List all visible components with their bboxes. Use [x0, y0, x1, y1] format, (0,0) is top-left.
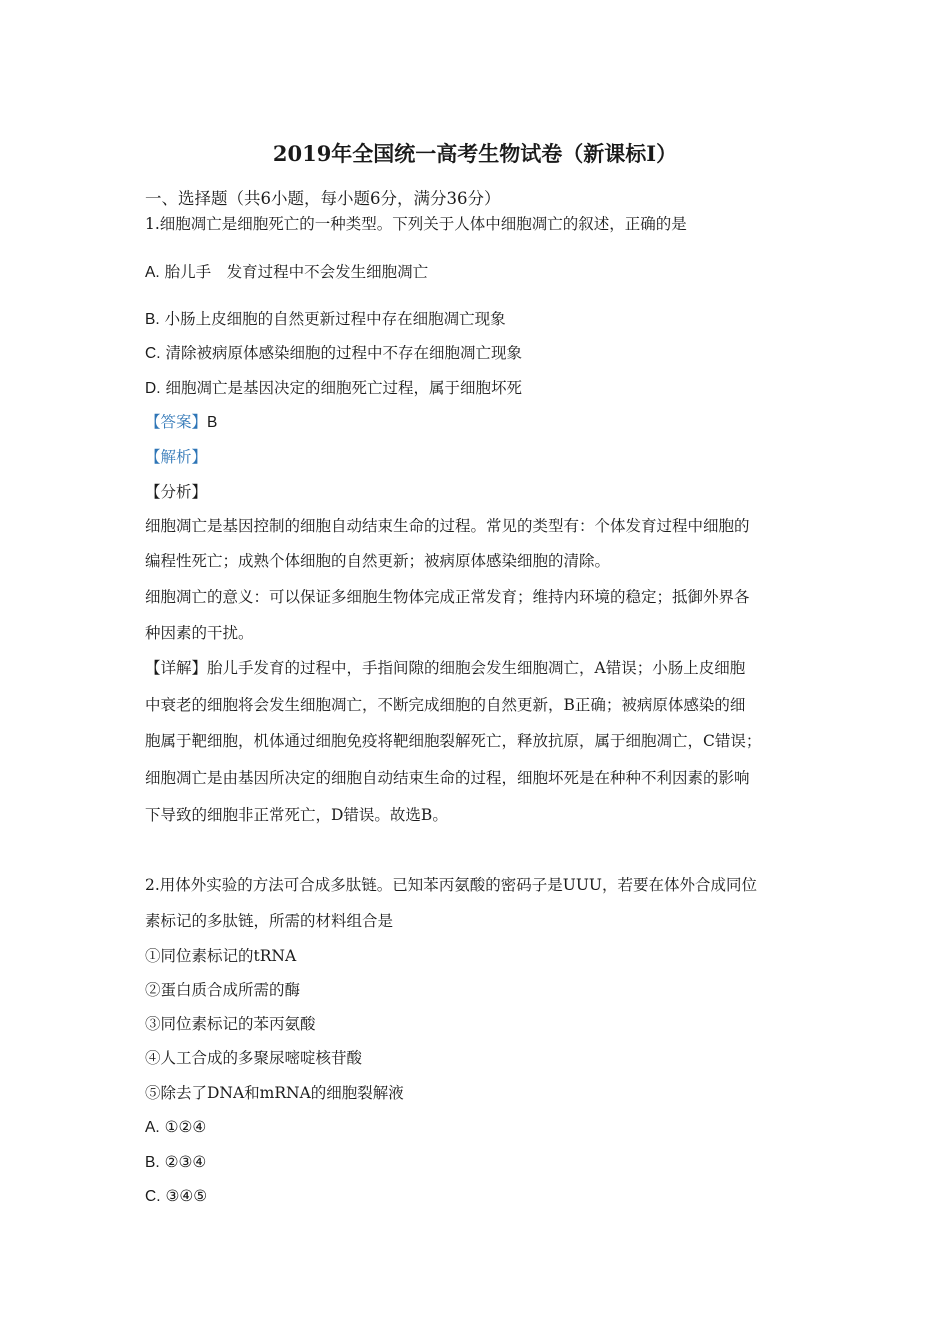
option-text: 细胞凋亡是基因决定的细胞死亡过程，属于细胞坏死	[165, 379, 522, 397]
analysis-line: 细胞凋亡的意义：可以保证多细胞生物体完成正常发育；维持内环境的稳定；抵御外界各	[145, 588, 750, 606]
fenxi-tag: 【分析】	[145, 483, 208, 501]
answer-value: B	[207, 414, 218, 431]
analysis-tag: 【解析】	[145, 448, 208, 466]
section-heading: 一、选择题（共6小题，每小题6分，满分36分）	[145, 189, 501, 208]
option-letter: B.	[145, 1154, 160, 1171]
detail-line: 胞属于靶细胞，机体通过细胞免疫将靶细胞裂解死亡，释放抗原，属于细胞凋亡，C错误；	[145, 732, 762, 750]
answer-line	[145, 412, 217, 433]
option-letter: A.	[145, 1119, 160, 1136]
option-letter: C.	[145, 1188, 161, 1205]
q2-item: ⑤除去了DNA和mRNA的细胞裂解液	[145, 1084, 404, 1102]
answer-tag: 【答案】	[145, 413, 208, 431]
option-text: ②③④	[164, 1153, 207, 1171]
detail-line	[145, 658, 745, 678]
q2-option-c	[145, 1186, 207, 1207]
option-letter: B.	[145, 311, 160, 328]
q2-item: ②蛋白质合成所需的酶	[145, 981, 301, 999]
option-letter: D.	[145, 380, 161, 397]
question-2-stem: 素标记的多肽链，所需的材料组合是	[145, 912, 394, 930]
question-2-stem: 2.用体外实验的方法可合成多肽链。已知苯丙氨酸的密码子是UUU，若要在体外合成同位	[145, 876, 757, 894]
q1-option-d	[145, 378, 522, 399]
q2-item: ④人工合成的多聚尿嘧啶核苷酸	[145, 1049, 363, 1067]
question-1-stem: 1.细胞凋亡是细胞死亡的一种类型。下列关于人体中细胞凋亡的叙述，正确的是	[145, 215, 687, 233]
option-text: ③④⑤	[165, 1187, 208, 1205]
detail-line: 中衰老的细胞将会发生细胞凋亡，不断完成细胞的自然更新，B正确；被病原体感染的细	[145, 696, 746, 714]
option-text: 胎儿手 发育过程中不会发生细胞凋亡	[164, 263, 429, 281]
q2-option-a	[145, 1117, 206, 1138]
q1-option-c	[145, 343, 522, 364]
analysis-line: 编程性死亡；成熟个体细胞的自然更新；被病原体感染细胞的清除。	[145, 552, 611, 570]
option-letter: C.	[145, 345, 161, 362]
detail-line: 细胞凋亡是由基因所决定的细胞自动结束生命的过程，细胞坏死是在种种不利因素的影响	[145, 769, 750, 787]
q1-option-b	[145, 309, 506, 330]
q2-option-b	[145, 1152, 206, 1173]
analysis-line: 细胞凋亡是基因控制的细胞自动结束生命的过程。常见的类型有：个体发育过程中细胞的	[145, 517, 750, 535]
detail-text: 胎儿手发育的过程中，手指间隙的细胞会发生细胞凋亡，A错误；小肠上皮细胞	[207, 659, 746, 677]
option-text: ①②④	[164, 1118, 207, 1136]
q1-option-a	[145, 262, 428, 283]
q2-item: ①同位素标记的tRNA	[145, 947, 297, 965]
q2-item: ③同位素标记的苯丙氨酸	[145, 1015, 316, 1033]
option-text: 小肠上皮细胞的自然更新过程中存在细胞凋亡现象	[164, 310, 506, 328]
option-text: 清除被病原体感染细胞的过程中不存在细胞凋亡现象	[165, 344, 522, 362]
page-title: 2019年全国统一高考生物试卷（新课标Ⅰ）	[272, 141, 678, 166]
option-letter: A.	[145, 264, 160, 281]
detail-line: 下导致的细胞非正常死亡，D错误。故选B。	[145, 806, 448, 824]
detail-tag: 【详解】	[145, 659, 208, 677]
analysis-line: 种因素的干扰。	[145, 624, 254, 642]
